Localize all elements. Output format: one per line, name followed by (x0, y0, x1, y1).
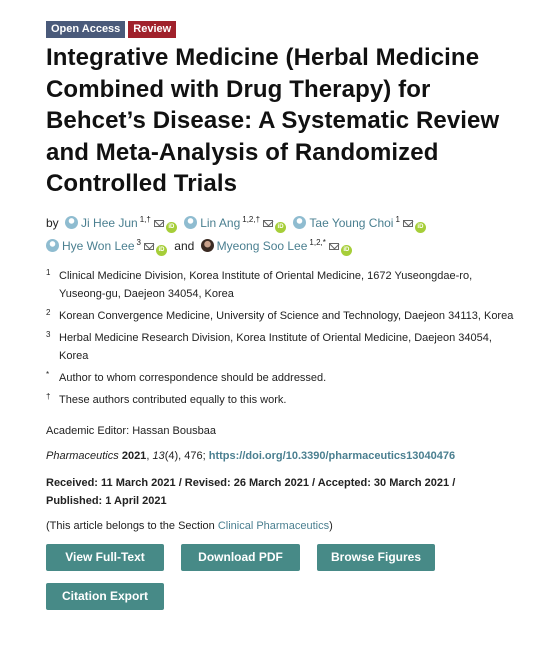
review-badge[interactable]: Review (128, 21, 176, 38)
article-badges (46, 21, 536, 38)
orcid-icon[interactable]: iD (341, 245, 352, 256)
equal-contribution-note (46, 391, 536, 409)
affiliation-text: Herbal Medicine Research Division, Korea Institute of Oriental Medicine, Daejeon 34054, Korea (59, 331, 492, 362)
orcid-icon[interactable]: iD (156, 245, 167, 256)
correspondence-note (46, 369, 536, 387)
view-full-text-button[interactable]: View Full-Text (46, 544, 164, 571)
section-link[interactable]: Clinical Pharmaceutics (217, 519, 330, 532)
affiliation-mark: 1 (46, 267, 51, 277)
author-list (46, 210, 536, 256)
article-title: Integrative Medicine (Herbal Medicine Combined with Drug Therapy) for Behcet’s Disease: A Systematic Review and Meta-Analysis of Randomized Controlled Trials (46, 44, 500, 197)
affiliation-text: These authors contributed equally to this work. (59, 393, 287, 406)
author-myeong-soo-lee (201, 239, 356, 253)
affiliation-text: Author to whom correspondence should be addressed. (59, 371, 327, 384)
author-name-link[interactable]: Ji Hee Jun (81, 215, 138, 230)
author-name-link[interactable]: Lin Ang (200, 215, 241, 230)
dates-line-1: Received: 11 March 2021 / Revised: 26 March 2021 / Accepted: 30 March 2021 / (46, 476, 456, 489)
affiliation-text: Clinical Medicine Division, Korea Institute of Oriental Medicine, 1672 Yuseongdae-ro, Yuseong-gu, Daejeon 34054, Korea (59, 269, 473, 300)
avatar-photo-icon (201, 239, 214, 252)
author-tae-young-choi (293, 216, 430, 230)
citation-export-button[interactable]: Citation Export (46, 583, 164, 610)
journal-name: Pharmaceutics (46, 449, 119, 462)
mail-icon[interactable] (329, 243, 339, 250)
avatar-icon (46, 239, 59, 252)
author-affiliation-sup: 1,2,* (309, 237, 326, 247)
mail-icon[interactable] (154, 220, 164, 227)
citation-issue-pages: (4), 476; (164, 449, 209, 462)
affiliation-item (46, 307, 536, 325)
section-prefix: (This article belongs to the Section (46, 519, 218, 532)
author-affiliation-sup: 1 (395, 214, 400, 224)
affiliation-mark: * (46, 369, 50, 379)
citation-year: 2021 (121, 449, 147, 462)
section-note (46, 520, 536, 532)
affiliation-text: Korean Convergence Medicine, University of Science and Technology, Daejeon 34113, Korea (59, 309, 514, 322)
citation-volume: 13 (152, 449, 165, 462)
mail-icon[interactable] (144, 243, 154, 250)
dates-line-2: Published: 1 April 2021 (46, 494, 167, 507)
author-affiliation-sup: 1,2,† (242, 214, 261, 224)
author-name-link[interactable]: Myeong Soo Lee (216, 238, 308, 253)
author-affiliation-sup: 1,† (139, 214, 151, 224)
avatar-icon (293, 216, 306, 229)
affiliation-item (46, 267, 536, 303)
avatar-icon (184, 216, 197, 229)
orcid-icon[interactable]: iD (275, 222, 286, 233)
affiliation-mark: 2 (46, 307, 51, 317)
author-hye-won-lee (46, 239, 174, 253)
author-ji-hee-jun (65, 216, 184, 230)
mail-icon[interactable] (403, 220, 413, 227)
affiliation-item (46, 329, 536, 365)
author-name-link[interactable]: Tae Young Choi (309, 215, 394, 230)
orcid-icon[interactable]: iD (166, 222, 177, 233)
citation-line: Pharmaceutics 2021, 13(4), 476; https://doi.org/10.3390/pharmaceutics13040476 (46, 449, 456, 462)
mail-icon[interactable] (263, 220, 273, 227)
open-access-badge[interactable]: Open Access (46, 21, 125, 38)
doi-link[interactable]: https://doi.org/10.3390/pharmaceutics13040476 (208, 449, 456, 462)
publication-dates (46, 474, 536, 510)
affiliation-mark: † (46, 391, 51, 401)
browse-figures-button[interactable]: Browse Figures (317, 544, 435, 571)
academic-editor: Academic Editor: Hassan Bousbaa (46, 424, 216, 437)
affiliation-list (46, 267, 536, 409)
and-label: and (174, 238, 195, 253)
author-name-link[interactable]: Hye Won Lee (62, 238, 135, 253)
orcid-icon[interactable]: iD (415, 222, 426, 233)
author-lin-ang (184, 216, 293, 230)
section-suffix: ) (329, 519, 333, 532)
avatar-icon (65, 216, 78, 229)
by-label: by (46, 215, 59, 230)
affiliation-mark: 3 (46, 329, 51, 339)
download-pdf-button[interactable]: Download PDF (181, 544, 300, 571)
article-actions (46, 544, 466, 610)
author-affiliation-sup: 3 (136, 237, 141, 247)
article-header (46, 21, 536, 610)
